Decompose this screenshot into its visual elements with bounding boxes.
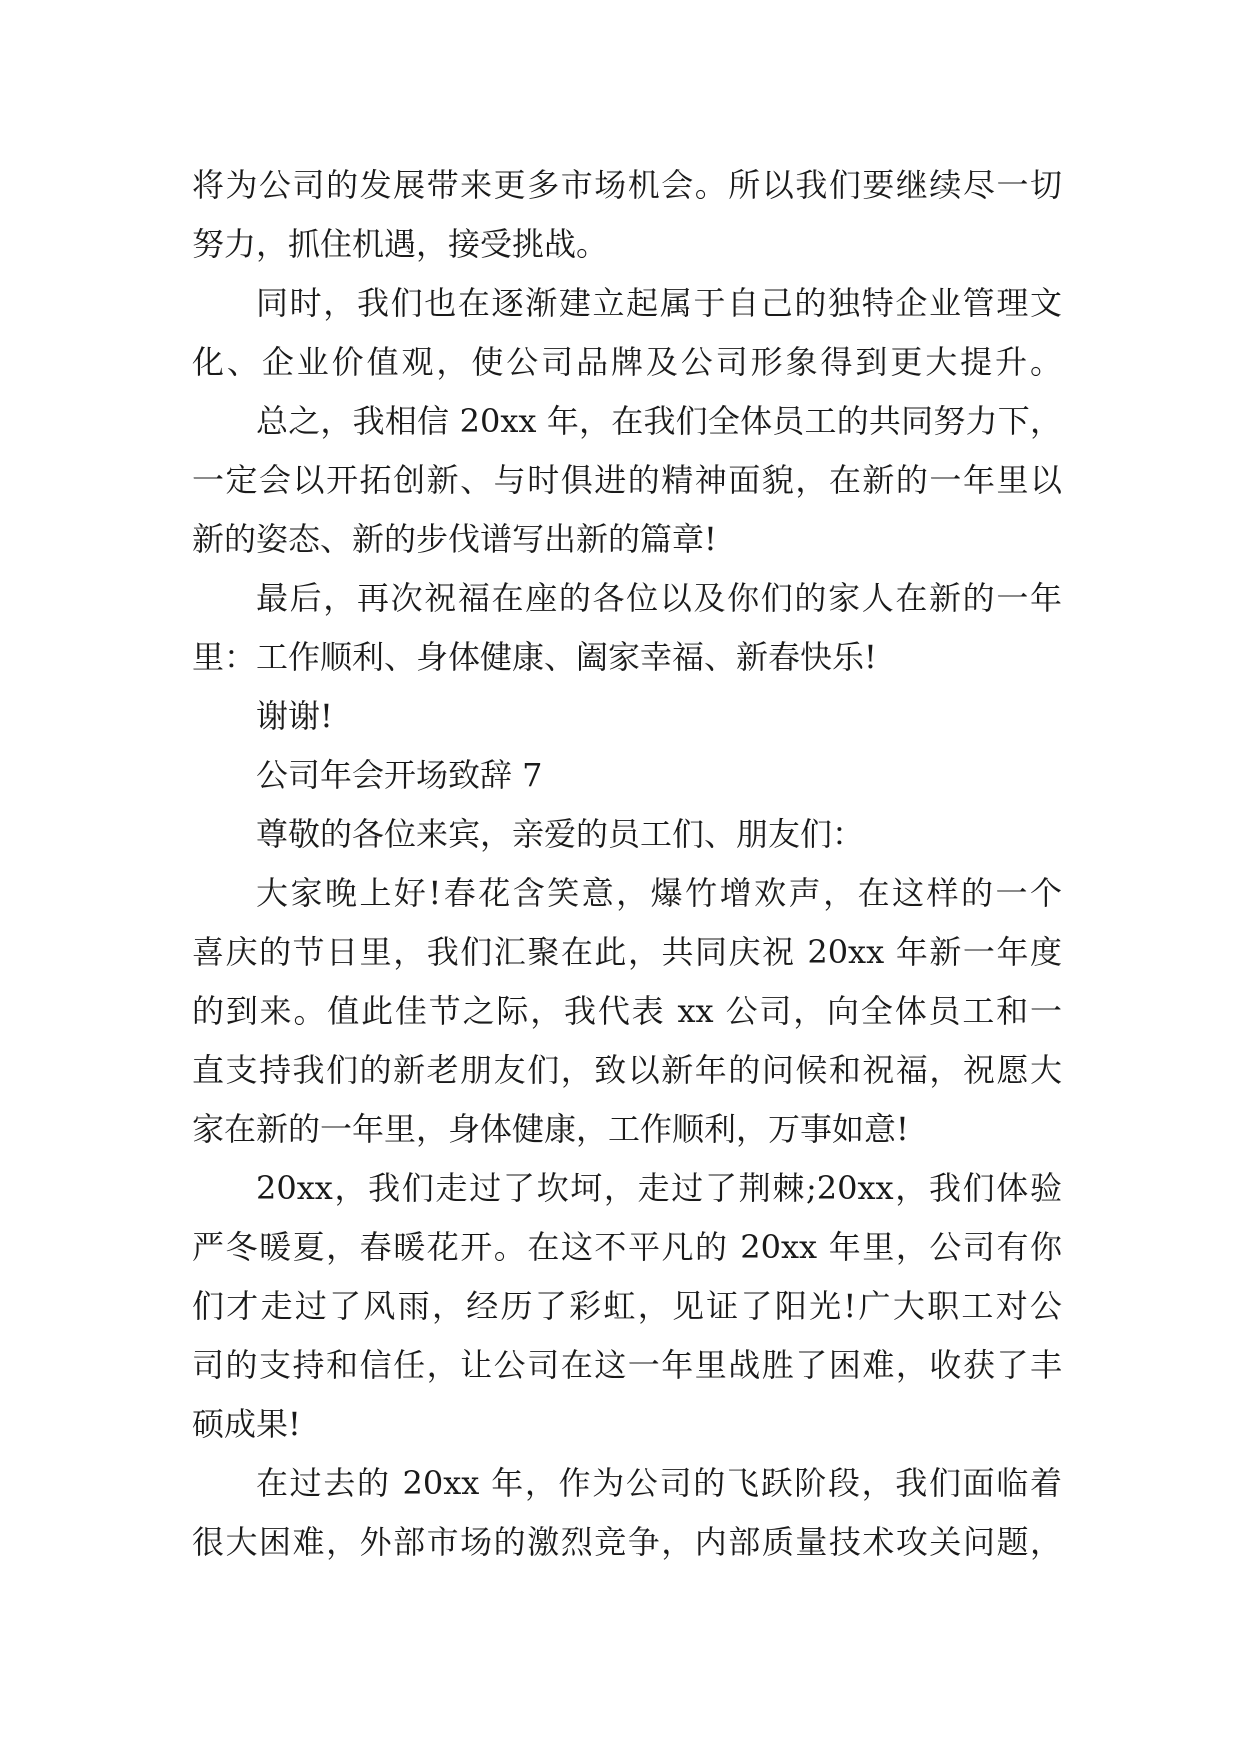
- text-line: 最后，再次祝福在座的各位以及你们的家人在新的一年: [256, 579, 1062, 617]
- text-line: 严冬暖夏，春暖花开。在这不平凡的 20xx 年里，公司有你: [192, 1228, 1062, 1266]
- text-line: 的到来。值此佳节之际，我代表 xx 公司，向全体员工和一: [192, 992, 1062, 1030]
- text-line: 总之，我相信 20xx 年，在我们全体员工的共同努力下，: [256, 402, 1062, 440]
- text-line: 将为公司的发展带来更多市场机会。所以我们要继续尽一切: [192, 166, 1062, 204]
- text-line: 尊敬的各位来宾，亲爱的员工们、朋友们：: [256, 815, 865, 853]
- text-line: 一定会以开拓创新、与时俱进的精神面貌，在新的一年里以: [192, 461, 1062, 499]
- text-line: 大家晚上好!春花含笑意，爆竹增欢声，在这样的一个: [256, 874, 1062, 912]
- text-line: 喜庆的节日里，我们汇聚在此，共同庆祝 20xx 年新一年度: [192, 933, 1062, 971]
- text-line: 新的姿态、新的步伐谱写出新的篇章!: [192, 520, 717, 558]
- text-line: 司的支持和信任，让公司在这一年里战胜了困难，收获了丰: [192, 1346, 1062, 1384]
- document-body: [192, 156, 1062, 1572]
- text-line: 同时，我们也在逐渐建立起属于自己的独特企业管理文: [256, 284, 1062, 322]
- text-line: 直支持我们的新老朋友们，致以新年的问候和祝福，祝愿大: [192, 1051, 1062, 1089]
- text-line: 化、企业价值观，使公司品牌及公司形象得到更大提升。: [192, 343, 1062, 381]
- text-line: 家在新的一年里，身体健康，工作顺利，万事如意!: [192, 1110, 909, 1148]
- text-line: 20xx，我们走过了坎坷，走过了荆棘;20xx，我们体验: [256, 1169, 1062, 1207]
- text-line: 努力，抓住机遇，接受挑战。: [192, 225, 609, 263]
- text-line: 里：工作顺利、身体健康、阖家幸福、新春快乐!: [192, 638, 877, 676]
- text-line: 们才走过了风雨，经历了彩虹，见证了阳光!广大职工对公: [192, 1287, 1062, 1325]
- section-heading: 公司年会开场致辞 7: [256, 756, 543, 794]
- text-line: 谢谢!: [256, 697, 333, 735]
- text-line: 硕成果!: [192, 1405, 301, 1443]
- text-line: 在过去的 20xx 年，作为公司的飞跃阶段，我们面临着: [256, 1464, 1062, 1502]
- text-line: 很大困难，外部市场的激烈竞争，内部质量技术攻关问题，: [192, 1523, 1062, 1561]
